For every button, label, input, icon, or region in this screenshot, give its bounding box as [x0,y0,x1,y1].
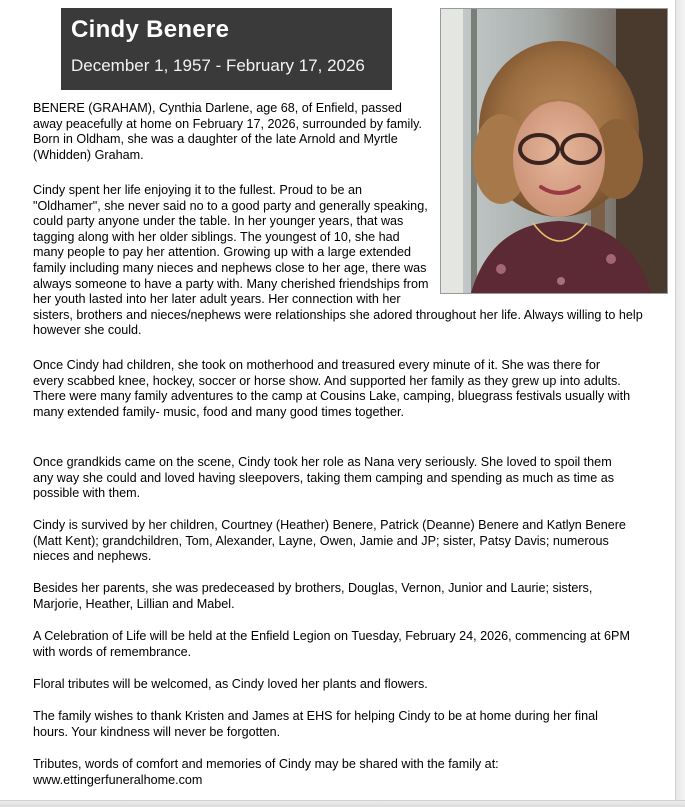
obituary-motherhood-paragraph: Once Cindy had children, she took on motherhood and treasured every minute of it. She was there for every scabbed knee, hockey, soccer or horse show. And supported her family as they grew up into adults. There were many family adventures to the camp at Cousins Lake, camping, bluegrass festivals usually with many extended family- music, food and many good times together. [33,358,631,419]
obituary-life-paragraph [33,183,645,339]
obituary-celebration-paragraph: A Celebration of Life will be held at the Enfield Legion on Tuesday, February 24, 2026, commencing at 6PM with words of remembrance. [33,629,630,659]
obituary-tributes-paragraph: Tributes, words of comfort and memories of Cindy may be shared with the family at: www.ettingerfuneralhome.com [33,757,499,787]
page-edge-bottom [0,800,685,807]
photo-wrap-spacer [429,183,645,305]
page-edge-right [675,0,685,807]
obituary-survived-paragraph: Cindy is survived by her children, Courtney (Heather) Benere, Patrick (Deanne) Benere and Katlyn Benere (Matt Kent); grandchildren, Tom, Alexander, Layne, Owen, Jamie and JP; sister, Patsy Davis; numerous nieces and nephews. [33,518,626,564]
obituary-grandkids-paragraph: Once grandkids came on the scene, Cindy took her role as Nana very seriously. She loved to spoil them any way she could and loved having sleepovers, taking them camping and spending as much as time as possible with them. [33,455,615,501]
life-dates: December 1, 1957 - February 17, 2026 [71,56,365,75]
name-banner [61,8,392,90]
obituary-intro-paragraph: BENERE (GRAHAM), Cynthia Darlene, age 68, of Enfield, passed away peacefully at home on February 17, 2026, surrounded by family. Born in Oldham, she was a daughter of the late Arnold and Myrtle (Whidden) Graham. [33,101,422,162]
obituary-thanks-paragraph: The family wishes to thank Kristen and James at EHS for helping Cindy to be at home during her final hours. Your kindness will never be forgotten. [33,709,598,739]
deceased-name: Cindy Benere [71,16,230,43]
obituary-life-text: Cindy spent her life enjoying it to the fullest. Proud to be an "Oldhamer", she never said no to a good party and generally speaking, could party anyone under the table. In her younger years, that was tagging along with her older siblings. The youngest of 10, she had many people to pay her attention. Growing up with a large extended family including many nieces and nephews close to her age, there was always someone to have a party with. Many cherished friendships from her youth lasted into her later adult years. Her connection with her sisters, brothers and nieces/nephews were relationships she adored throughout her life. Always willing to help however she could. [33,183,643,338]
obituary-predeceased-paragraph: Besides her parents, she was predeceased by brothers, Douglas, Vernon, Junior and Laurie; sisters, Marjorie, Heather, Lillian and Mabel. [33,581,593,611]
obituary-floral-paragraph: Floral tributes will be welcomed, as Cindy loved her plants and flowers. [33,677,428,691]
